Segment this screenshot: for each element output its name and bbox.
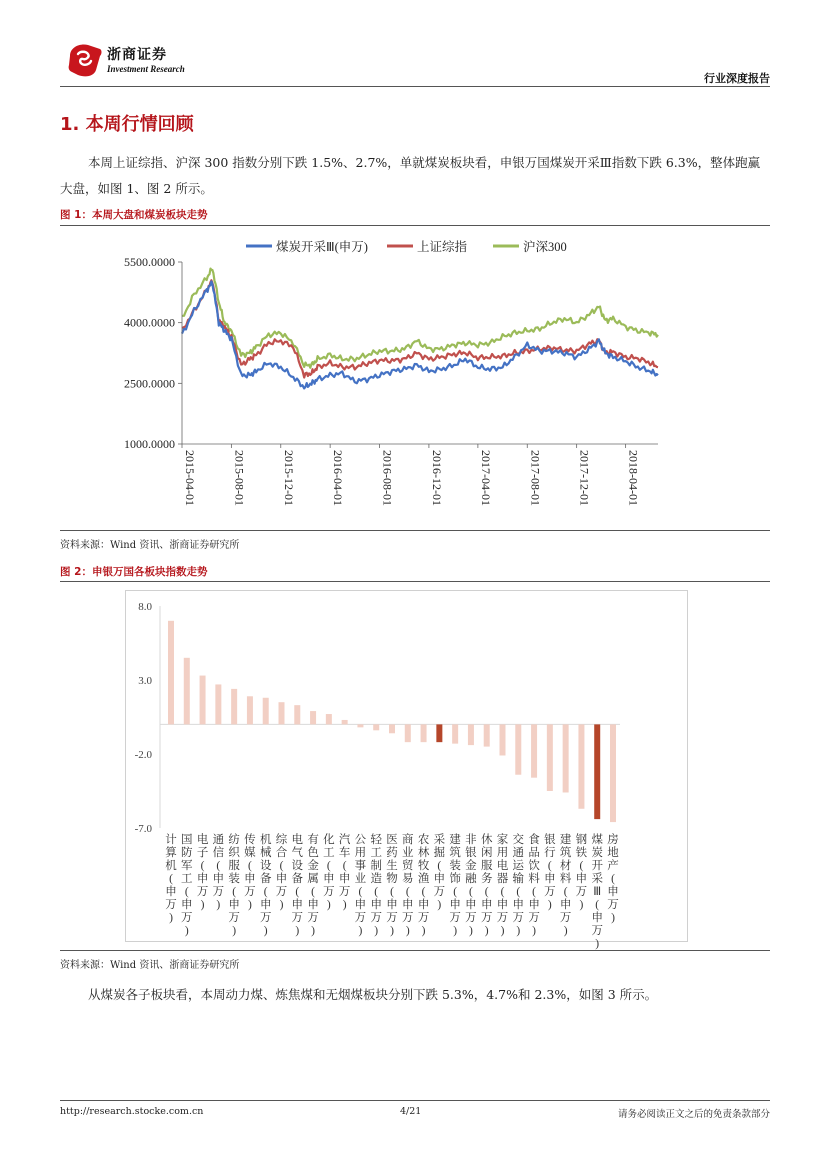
bar — [500, 724, 506, 755]
legend-label: 沪深300 — [523, 240, 567, 254]
figure1-chart — [60, 228, 770, 528]
category-label: 家用电器(申万) — [496, 834, 509, 937]
footer-url[interactable]: http://research.stocke.com.cn — [60, 1106, 204, 1117]
category-label: 计算机(申万) — [165, 834, 177, 924]
category-label: 建筑材料(申万) — [559, 834, 572, 937]
category-label: 建筑装饰(申万) — [449, 834, 461, 937]
footer-divider — [60, 1100, 770, 1101]
logo-icon — [66, 42, 104, 78]
bar — [310, 711, 316, 724]
figure1-source: 资料来源：Wind 资讯、浙商证券研究所 — [60, 540, 240, 551]
category-label: 电子(申万) — [196, 834, 209, 911]
bar — [547, 724, 553, 791]
bar — [452, 724, 458, 743]
x-tick-label: 2017-12-01 — [577, 450, 592, 506]
x-tick-label: 2018-04-01 — [626, 450, 641, 506]
category-label: 综合(申万) — [275, 834, 288, 911]
x-tick-label: 2017-04-01 — [478, 450, 493, 506]
bar — [200, 676, 206, 725]
category-label: 医药生物(申万) — [386, 834, 398, 937]
category-label: 房地产(申万) — [607, 834, 619, 924]
category-label: 休闲服务(申万) — [480, 834, 493, 937]
bar-chart — [60, 583, 770, 950]
category-label: 公用事业(申万) — [354, 834, 367, 937]
category-label: 商业贸易(申万) — [402, 834, 414, 937]
category-label: 轻工制造(申万) — [370, 834, 382, 937]
bar — [563, 724, 569, 792]
bar — [389, 724, 395, 733]
bar — [436, 724, 442, 742]
x-tick-label: 2016-08-01 — [380, 450, 395, 506]
section-title: 1. 本周行情回顾 — [60, 114, 194, 135]
page-number: 4/21 — [400, 1106, 422, 1117]
y-tick-label: -7.0 — [134, 823, 152, 835]
y-tick-label: 3.0 — [138, 675, 152, 687]
figure2-bottom-rule — [60, 950, 770, 951]
bar — [326, 714, 332, 724]
bar — [373, 724, 379, 730]
footer-disclaimer: 请务必阅读正文之后的免责条款部分 — [617, 1109, 770, 1120]
x-tick-label: 2016-12-01 — [429, 450, 444, 506]
category-label: 化工(申万) — [323, 834, 335, 911]
figure2-chart — [60, 583, 770, 950]
bar — [184, 658, 190, 725]
category-label: 传媒(申万) — [244, 834, 256, 911]
bar — [168, 621, 174, 725]
category-label: 食品饮料(申万) — [528, 834, 540, 937]
figure2-title: 图 2：申银万国各板块指数走势 — [60, 566, 208, 578]
y-tick-label: 5500.0000 — [124, 255, 175, 269]
bar — [515, 724, 521, 774]
figure2-source: 资料来源：Wind 资讯、浙商证券研究所 — [60, 960, 240, 971]
bar — [342, 720, 348, 724]
figure1-top-rule — [60, 225, 770, 226]
category-label: 钢铁(申万) — [575, 834, 588, 911]
bar — [594, 724, 600, 819]
y-tick-label: 4000.0000 — [124, 315, 175, 330]
bar — [215, 684, 221, 724]
bar — [231, 689, 237, 725]
bar — [357, 724, 363, 727]
y-tick-label: 8.0 — [138, 601, 152, 613]
series-line — [182, 281, 658, 388]
bar — [405, 724, 411, 742]
intro-paragraph: 本周上证综指、沪深 300 指数分别下跌 1.5%、2.7%，单就煤炭板块看，申银万国煤炭开采Ⅲ指数下跌 6.3%，整体跑赢大盘，如图 1、图 2 所示。 — [60, 155, 761, 196]
legend-label: 上证综指 — [417, 240, 468, 254]
category-label: 银行(申万) — [544, 834, 556, 911]
figure2-top-rule — [60, 581, 770, 582]
category-label: 国防军工(申万) — [181, 834, 193, 937]
x-tick-label: 2017-08-01 — [528, 450, 543, 506]
legend-label: 煤炭开采Ⅲ(申万) — [276, 240, 368, 254]
bar — [468, 724, 474, 745]
y-tick-label: 1000.0000 — [124, 437, 175, 451]
x-tick-label: 2015-04-01 — [183, 450, 197, 506]
figure1-title: 图 1：本周大盘和煤炭板块走势 — [60, 209, 208, 221]
bar — [610, 724, 616, 822]
bar — [531, 724, 537, 777]
y-tick-label: -2.0 — [134, 749, 152, 761]
category-label: 农林牧渔(申万) — [417, 834, 430, 937]
logo-subtitle: Investment Research — [107, 64, 185, 74]
subsector-paragraph: 从煤炭各子板块看，本周动力煤、炼焦煤和无烟煤板块分别下跌 5.3%，4.7%和 2.3%，如图 3 所示。 — [88, 987, 658, 1002]
bar — [263, 698, 269, 725]
figure1-bottom-rule — [60, 530, 770, 531]
bar — [578, 724, 584, 808]
line-chart — [60, 228, 770, 528]
category-label: 有色金属(申万) — [307, 834, 319, 937]
bar — [421, 724, 427, 742]
category-label: 机械设备(申万) — [259, 834, 272, 937]
bar — [484, 724, 490, 746]
series-line — [182, 280, 658, 377]
x-tick-label: 2015-08-01 — [232, 450, 247, 506]
category-label: 通信(申万) — [212, 834, 225, 911]
category-label: 电气设备(申万) — [291, 834, 304, 937]
x-tick-label: 2016-04-01 — [331, 450, 346, 506]
bar — [279, 702, 285, 724]
report-type: 行业深度报告 — [704, 72, 770, 85]
bar — [247, 696, 253, 724]
category-label: 非银金融(申万) — [465, 834, 477, 937]
x-tick-label: 2015-12-01 — [281, 450, 296, 506]
logo-name: 浙商证券 — [107, 47, 167, 63]
page-header — [60, 38, 770, 88]
category-label: 纺织服装(申万) — [228, 834, 240, 937]
category-label: 汽车(申万) — [338, 834, 351, 911]
category-label: 采掘(申万) — [433, 834, 446, 911]
bar — [294, 705, 300, 724]
category-label: 交通运输(申万) — [512, 834, 525, 937]
category-label: 煤炭开采 Ⅲ (申万) — [591, 834, 603, 950]
y-tick-label: 2500.0000 — [124, 376, 175, 391]
header-divider — [60, 86, 770, 87]
